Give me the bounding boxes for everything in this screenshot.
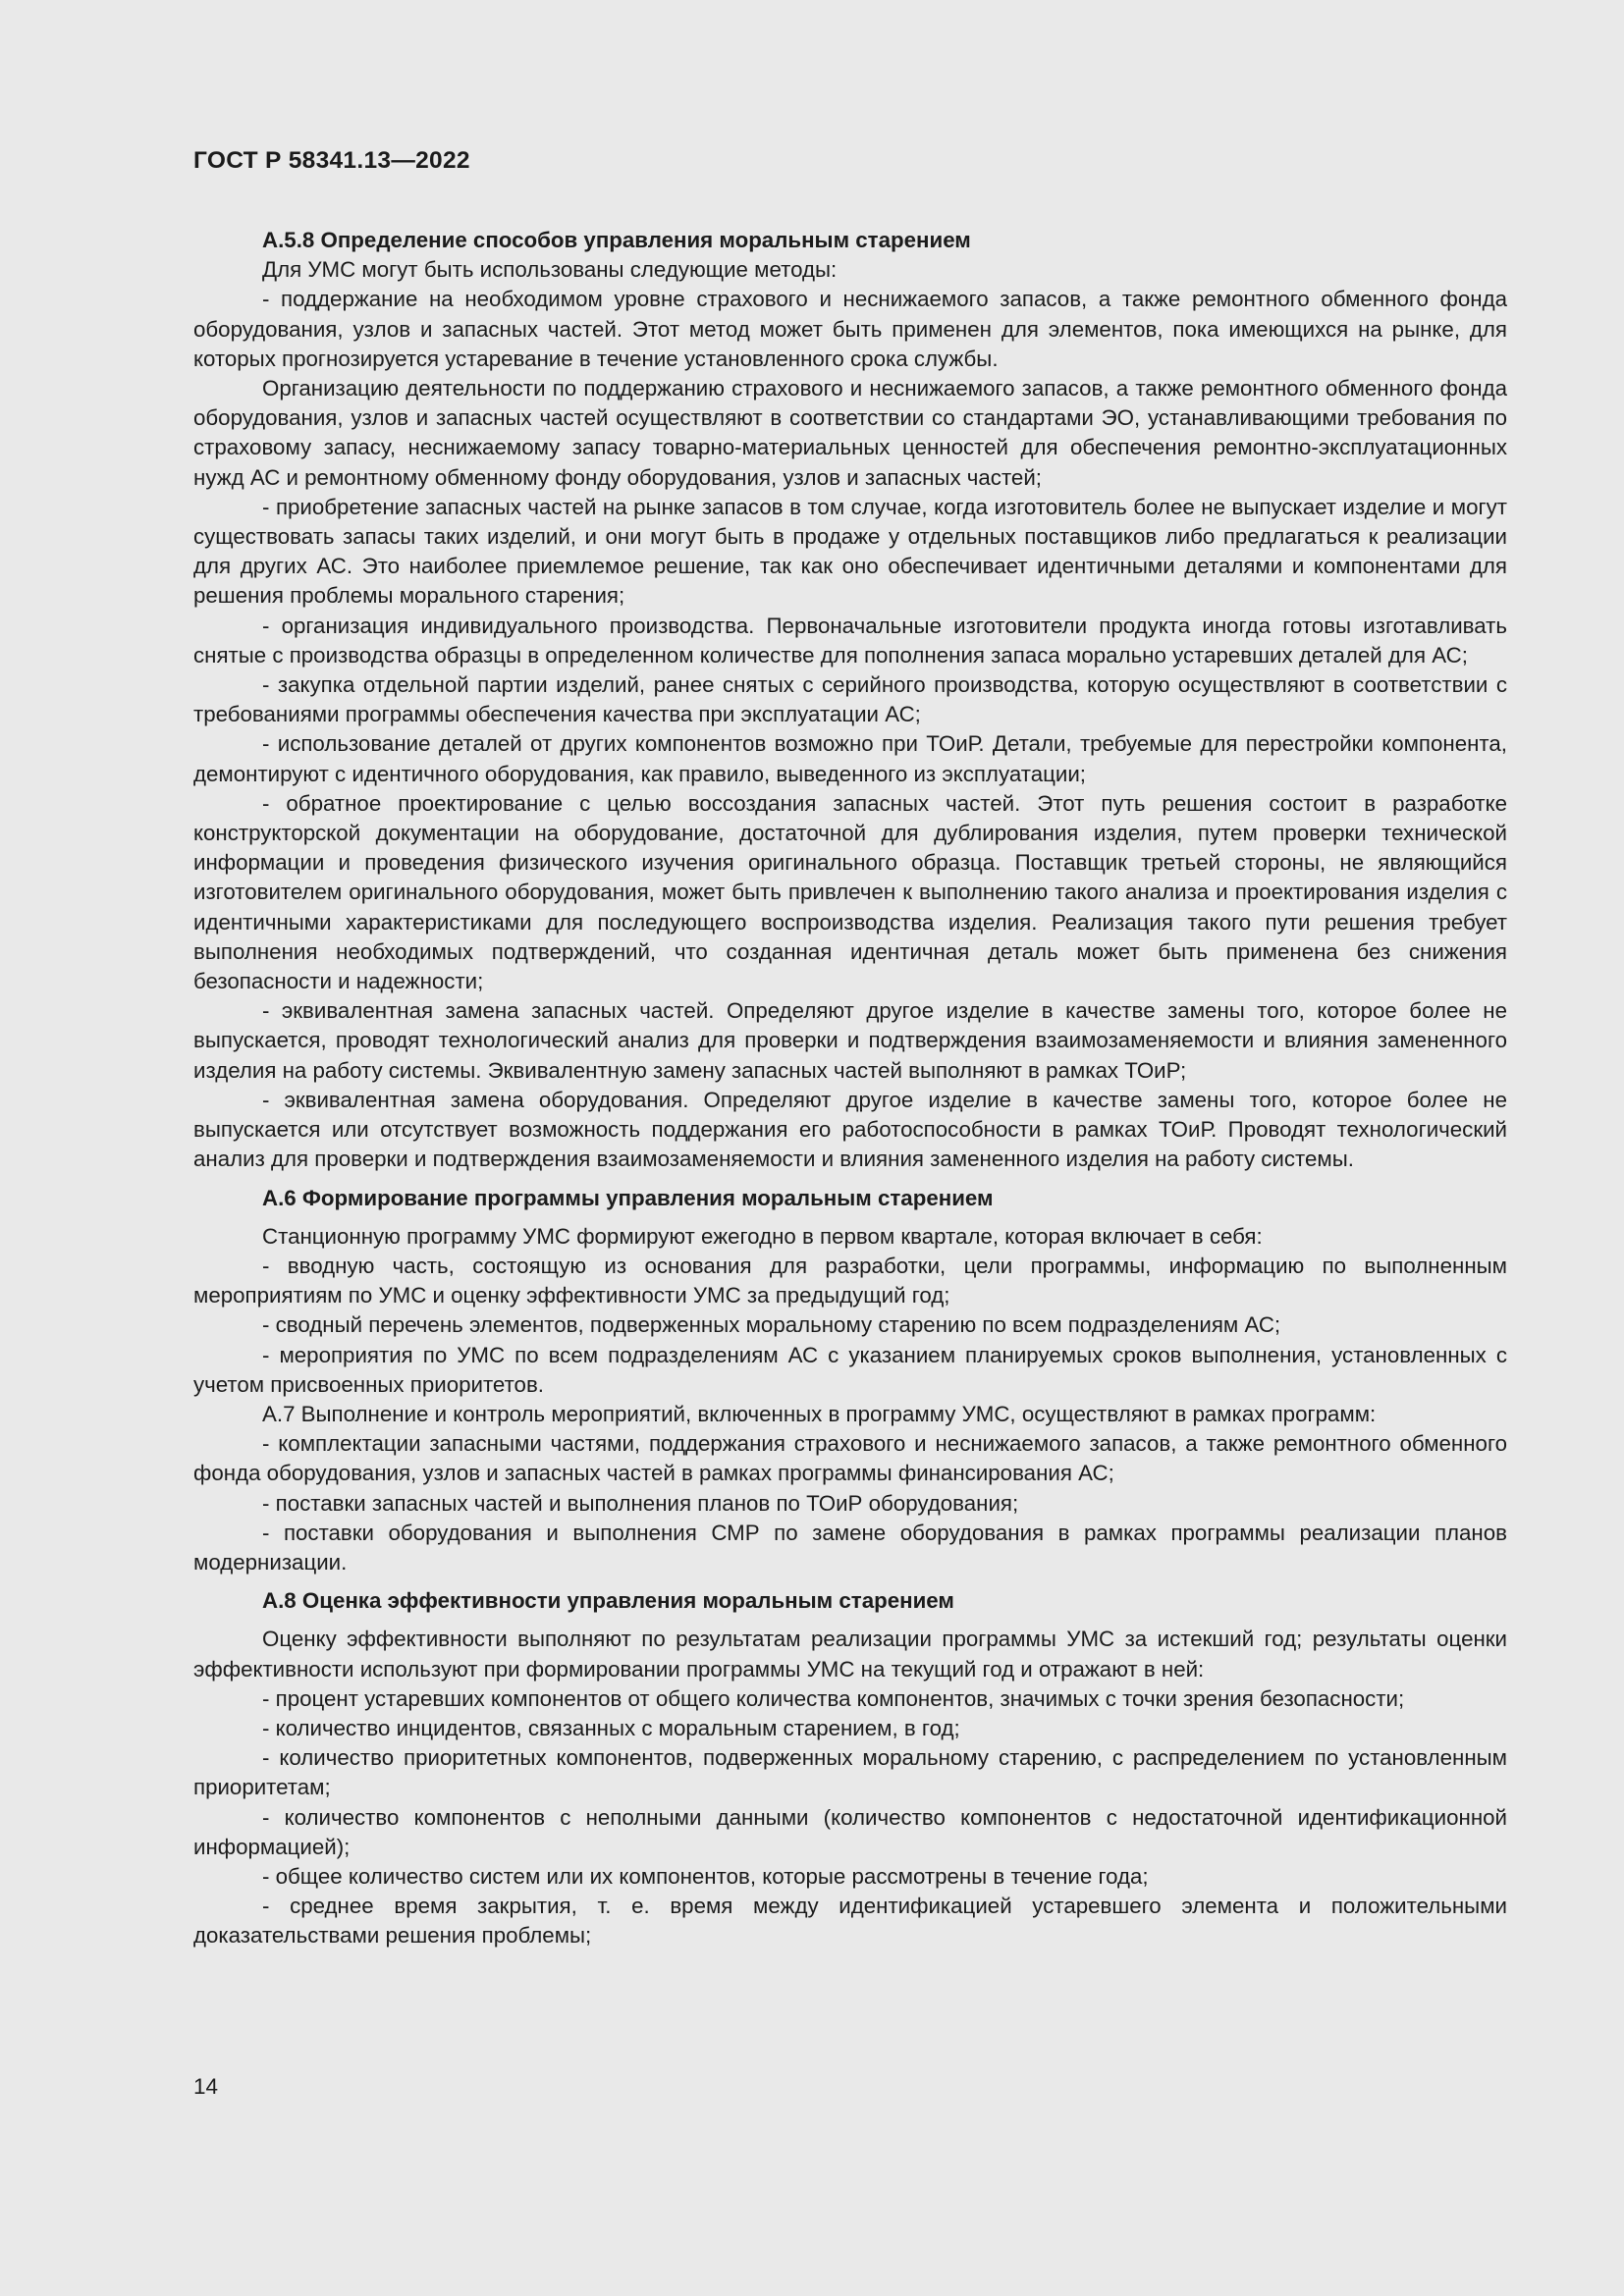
list-item: - поставки запасных частей и выполнения планов по ТОиР оборудования; [262, 1490, 1019, 1516]
section-heading-a6: А.6 Формирование программы управления моральным старением [262, 1185, 994, 1210]
list-item: - организация индивидуального производства. Первоначальные изготовители продукта иногда готовы изготавливать снятые с производства образцы в определенном количестве для пополнения запаса морально устаревших деталей для АС; [193, 613, 1507, 667]
document-header: ГОСТ Р 58341.13—2022 [193, 147, 470, 174]
list-item: - комплектации запасными частями, поддержания страхового и неснижаемого запасов, а также ремонтного обменного фонда оборудования, узлов и запасных частей в рамках программы финансирования АС; [193, 1431, 1507, 1486]
paragraph: Организацию деятельности по поддержанию страхового и неснижаемого запасов, а также ремонтного обменного фонда оборудования, узлов и запасных частей осуществляют в соответствии со стандартами ЭО, устанавливающими требования по страховому запасу, неснижаемому запасу товарно-материальных ценностей для обеспечения ремонтно-эксплуатационных нужд АС и ремонтному обменному фонду оборудования, узлов и запасных частей; [193, 376, 1507, 490]
list-item: - мероприятия по УМС по всем подразделениям АС с указанием планируемых сроков выполнения, установленных с учетом присвоенных приоритетов. [193, 1342, 1507, 1397]
list-item: - вводную часть, состоящую из основания для разработки, цели программы, информацию по выполненным мероприятиям по УМС и оценку эффективности УМС за предыдущий год; [193, 1253, 1507, 1308]
list-item: - количество приоритетных компонентов, подверженных моральному старению, с распределением по установленным приоритетам; [193, 1745, 1507, 1800]
page-number: 14 [193, 2074, 219, 2099]
paragraph: Оценку эффективности выполняют по результатам реализации программы УМС за истекший год; результаты оценки эффективности используют при формировании программы УМС на текущий год и отражают в ней: [193, 1627, 1507, 1682]
list-item: - процент устаревших компонентов от общего количества компонентов, значимых с точки зрения безопасности; [262, 1685, 1405, 1711]
list-item: - количество инцидентов, связанных с моральным старением, в год; [262, 1715, 960, 1740]
list-item: - сводный перечень элементов, подверженных моральному старению по всем подразделениям АС; [262, 1312, 1281, 1338]
list-item: - общее количество систем или их компонентов, которые рассмотрены в течение года; [262, 1863, 1149, 1889]
list-item: - обратное проектирование с целью воссоздания запасных частей. Этот путь решения состоит в разработке конструкторской документации на оборудование, достаточной для дублирования изделия, путем проверки технической информации и проведения физического изучения оригинального образца. Поставщик третьей стороны, не являющийся изготовителем оригинального оборудования, может быть привлечен к выполнению такого анализа и проектирования изделия с идентичными характеристиками для последующего воспроизводства изделия. Реализация такого пути решения требует выполнения необходимых подтверждений, что созданная идентичная деталь может быть применена без снижения безопасности и надежности; [193, 790, 1507, 994]
section-heading-a58: А.5.8 Определение способов управления моральным старением [262, 228, 971, 252]
list-item: - использование деталей от других компонентов возможно при ТОиР. Детали, требуемые для перестройки компонента, демонтируют с идентичного оборудования, как правило, выведенного из эксплуатации; [193, 731, 1507, 786]
list-item: - среднее время закрытия, т. е. время между идентификацией устаревшего элемента и положительными доказательствами решения проблемы; [193, 1894, 1507, 1949]
list-item: - эквивалентная замена запасных частей. Определяют другое изделие в качестве замены того, которое более не выпускается, проводят технологический анализ для проверки и подтверждения взаимозаменяемости и влияния замененного изделия на работу системы. Эквивалентную замену запасных частей выполняют в рамках ТОиР; [193, 998, 1507, 1083]
list-item: - поддержание на необходимом уровне страхового и неснижаемого запасов, а также ремонтного обменного фонда оборудования, узлов и запасных частей. Этот метод может быть применен для элементов, пока имеющихся на рынке, для которых прогнозируется устаревание в течение установленного срока службы. [193, 287, 1507, 371]
paragraph: Для УМС могут быть использованы следующие методы: [262, 257, 838, 283]
list-item: - количество компонентов с неполными данными (количество компонентов с недостаточной идентификационной информацией); [193, 1804, 1507, 1859]
section-heading-a8: А.8 Оценка эффективности управления моральным старением [262, 1588, 954, 1614]
list-item: - поставки оборудования и выполнения СМР по замене оборудования в рамках программы реализации планов модернизации. [193, 1520, 1507, 1575]
document-body [193, 226, 1507, 1951]
list-item: - закупка отдельной партии изделий, ранее снятых с серийного производства, которую осуществляют в соответствии с требованиями программы обеспечения качества при эксплуатации АС; [193, 672, 1507, 727]
paragraph: А.7 Выполнение и контроль мероприятий, включенных в программу УМС, осуществляют в рамках программ: [262, 1401, 1377, 1426]
paragraph: Станционную программу УМС формируют ежегодно в первом квартале, которая включает в себя: [262, 1223, 1263, 1249]
list-item: - приобретение запасных частей на рынке запасов в том случае, когда изготовитель более не выпускает изделие и могут существовать запасы таких изделий, и они могут быть в продаже у отдельных поставщиков либо предлагаться к реализации для других АС. Это наиболее приемлемое решение, так как оно обеспечивает идентичными деталями и компонентами для решения проблемы морального старения; [193, 494, 1507, 609]
list-item: - эквивалентная замена оборудования. Определяют другое изделие в качестве замены того, которое более не выпускается или отсутствует возможность поддержания его работоспособности в рамках ТОиР. Проводят технологический анализ для проверки и подтверждения взаимозаменяемости и влияния замененного изделия на работу системы. [193, 1087, 1507, 1172]
